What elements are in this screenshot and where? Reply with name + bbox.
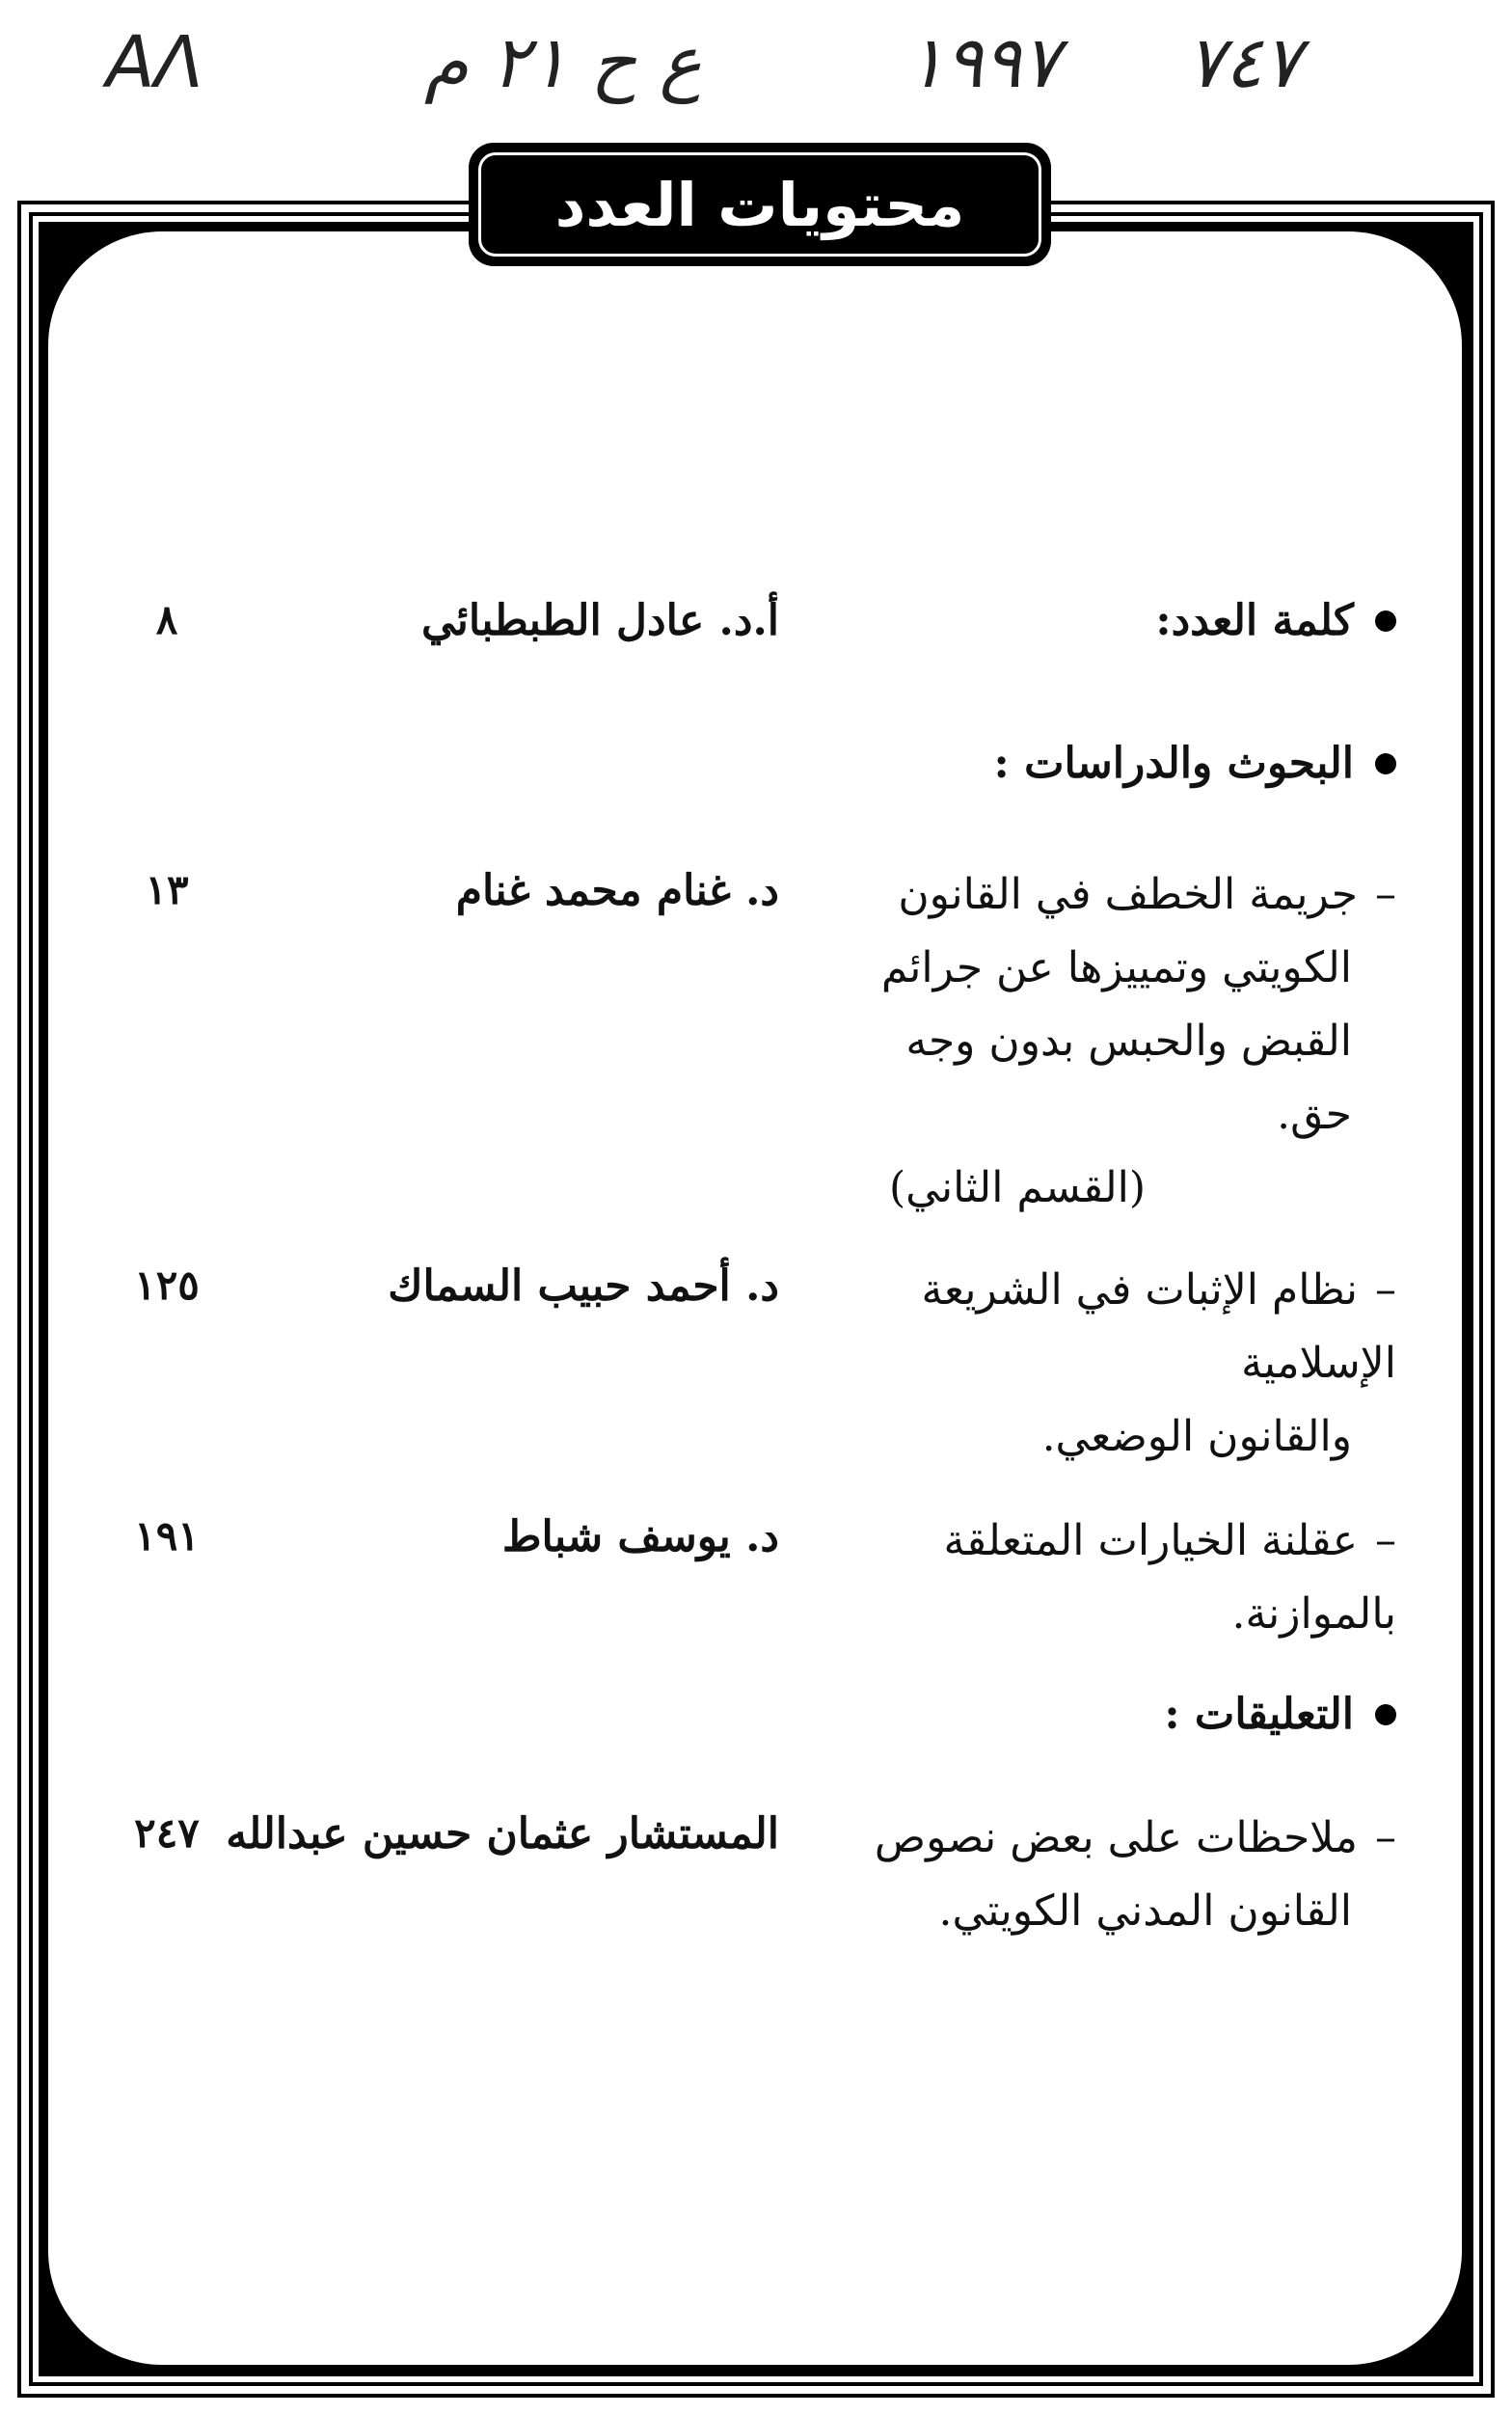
entry-title-line (856, 1505, 1396, 1651)
bullet-icon (1375, 753, 1396, 774)
entry-title-line (856, 858, 1396, 932)
research-entry-2-page: ١٢٥ (134, 1261, 200, 1309)
dash: – (1375, 1265, 1396, 1315)
bullet-icon (1375, 610, 1396, 632)
research-heading-label: البحوث والدراسات : (993, 739, 1354, 788)
handwritten-year: ١٩٩٧ (906, 21, 1060, 104)
research-entry-3-author: د. يوسف شباط (501, 1512, 779, 1561)
research-entry-2-title (856, 1254, 1396, 1474)
commentary-entry-1-title (856, 1802, 1396, 1948)
research-entry-1-page: ١٣ (145, 866, 189, 913)
research-entry-1-title (856, 858, 1396, 1225)
research-heading (994, 739, 1396, 788)
entry-title-line: القبض والحبس بدون وجه حق. (905, 1017, 1352, 1139)
entry-title-text: ملاحظات على بعض نصوص (874, 1813, 1358, 1862)
entry-title-text: جريمة الخطف في القانون (898, 870, 1358, 919)
entry-title-line (856, 1802, 1396, 1875)
dash: – (1375, 1516, 1396, 1565)
editorial-author: أ.د. عادل الطبطبائي (420, 596, 779, 645)
research-entry-3-title (856, 1505, 1396, 1651)
entry-title-line: الكويتي وتمييزها عن جرائم (880, 943, 1352, 992)
commentary-heading (1164, 1690, 1396, 1739)
research-entry-2-author: د. أحمد حبيب السماك (388, 1261, 779, 1311)
page-title: محتويات العدد (554, 169, 965, 240)
dash: – (1375, 1813, 1396, 1862)
entry-title-line: (القسم الثاني) (889, 1163, 1146, 1212)
title-badge (469, 143, 1051, 266)
entry-title-line (856, 1254, 1396, 1400)
commentary-entry-1-page: ٢٤٧ (134, 1809, 200, 1857)
research-entry-3-page: ١٩١ (134, 1512, 200, 1560)
editorial-label: كلمة العدد: (1155, 596, 1354, 645)
handwritten-issue: ع ح ٢١ م (424, 21, 702, 104)
commentary-heading-label: التعليقات : (1164, 1690, 1354, 1739)
entry-title-text: نظام الإثبات في الشريعة الإسلامية (921, 1265, 1396, 1388)
editorial-heading (1155, 596, 1396, 645)
dash: – (1375, 870, 1396, 919)
research-entry-1-author: د. غنام محمد غنام (455, 866, 779, 915)
entry-title-line: القانون المدني الكويتي. (938, 1886, 1352, 1936)
entry-title-line: والقانون الوضعي. (1041, 1412, 1352, 1461)
bullet-icon (1375, 1704, 1396, 1725)
commentary-entry-1-author: المستشار عثمان حسين عبدالله (226, 1809, 779, 1858)
handwritten-number: ٧٤٧ (1186, 21, 1302, 104)
editorial-page: ٨ (155, 596, 178, 643)
handwritten-code: AΛ (106, 21, 204, 104)
entry-title-text: عقلنة الخيارات المتعلقة بالموازنة. (943, 1516, 1396, 1639)
